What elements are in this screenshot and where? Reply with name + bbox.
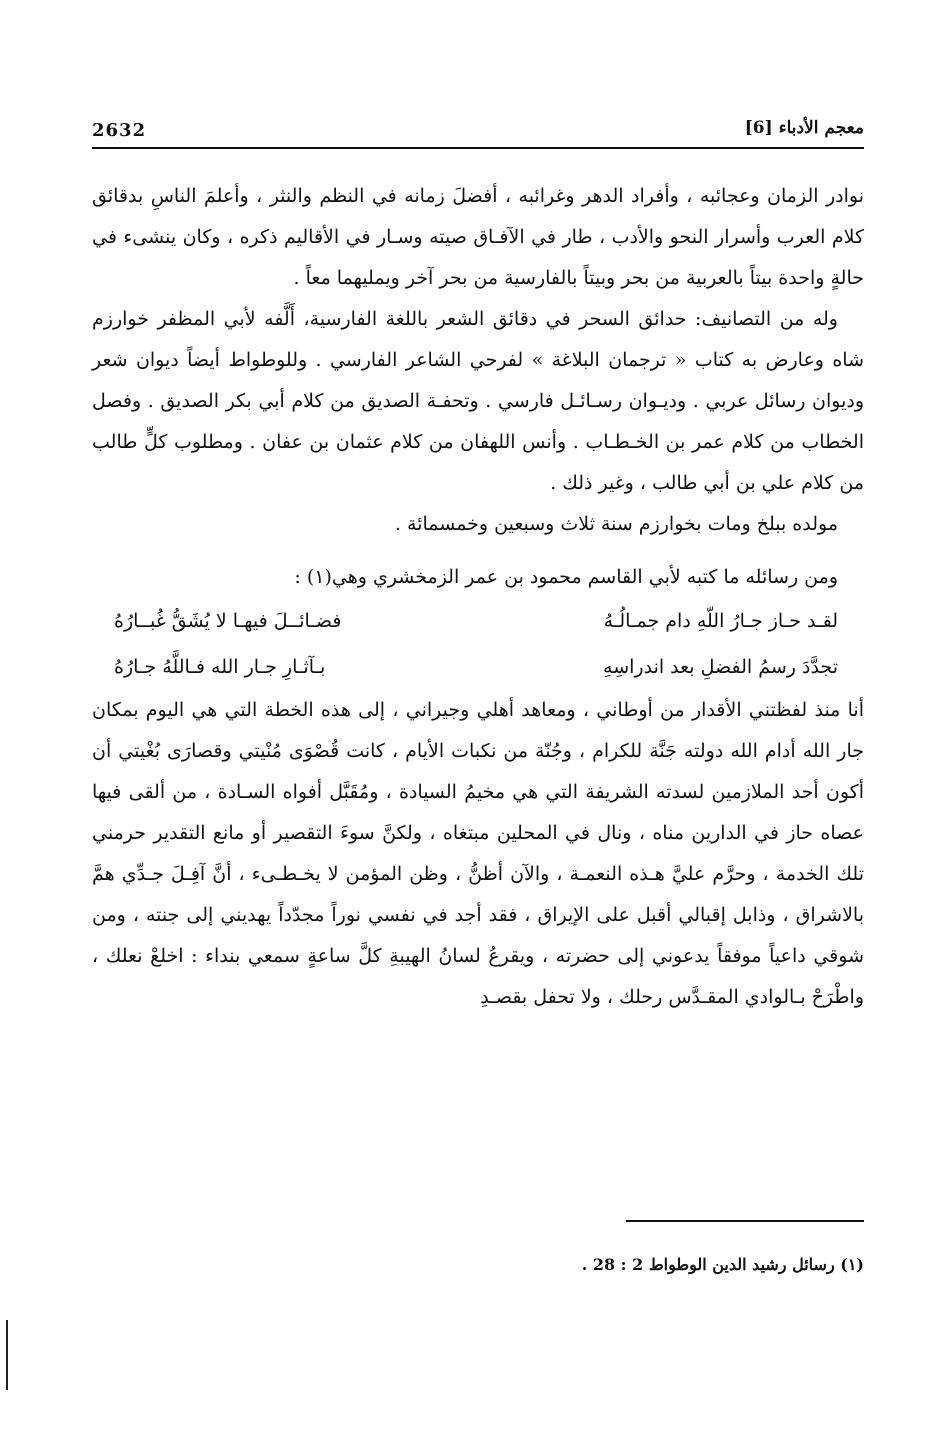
verse-1-first-hemistich: لقـد حـاز جـارُ اللّهِ دام جمـالُـهُ [603, 610, 838, 632]
scan-edge-mark [6, 1320, 8, 1390]
running-header [92, 118, 864, 146]
main-text [92, 176, 864, 1018]
footnote: (١) رسائل رشيد الدين الوطواط 2 : 28 . [581, 1255, 864, 1274]
verse-2-second-hemistich: بـآثـارِ جـار الله فـاللَّهُ جـارُهُ [114, 656, 326, 678]
running-title: معجم الأدباء [6] [744, 118, 864, 138]
header-rule [92, 147, 864, 149]
paragraph-letter-body: أنا منذ لفظتني الأقدار من أوطاني ، ومعاهد أهلي وجيراني ، إلى هذه الخطة التي هي اليوم بمكان جار الله أدام الله دولته جَنَّة للكرام ، وجُنّة من نكبات الأيام ، كانت قُصْوَى مُنْيتي وقصارَى بُغْيتي أن أكون أحد الملازمين لسدته الشريفة التي هي مخيمُ السيادة ، ومُقَبَّل أفواه السـادة ، من ألقى فيها عصاه حاز في الدارين مناه ، ونال في المحلين مبتغاه ، ولكنَّ سوءَ التقصير أو مانع التقدير حرمني تلك الخدمة ، وحرَّم عليَّ هـذه النعمـة ، والآن أظنُّ ، وظن المؤمن لا يخـطـىء ، أنَّ آفِـلَ جـدِّي همَّ بالاشراق ، وذابل إقبالي أقبل على الإيراق ، فقد أجد في نفسي نوراً مجدّداً يهديني إلى جنته ، ومن شوقي داعياً موفقاً يدعوني إلى حضرته ، ويقرعُ لسانُ الهيبةِ كلَّ ساعةٍ سمعي بنداء : اخلعْ نعلك ، واطْرَحْ بـالوادي المقـدَّس رحلك ، ولا تحفل بقصـدِ [92, 699, 864, 1008]
verse-1-second-hemistich: فضـائــلَ فيهـا لا يُشَقُّ غُبــارُهُ [114, 610, 342, 632]
verse-line-1 [92, 598, 864, 644]
spacer [92, 545, 864, 557]
page-number: 2632 [92, 120, 147, 141]
verse-2-first-hemistich: تجدَّدَ رسمُ الفضلِ بعد اندراسِهِ [603, 656, 838, 678]
paragraph-biography: نوادر الزمان وعجائبه ، وأفراد الدهر وغرائبه ، أفضلَ زمانه في النظم والنثر ، وأعلمَ الناسِ بدقائق كلام العرب وأسرار النحو والأدب ، طار في الآفـاق صيته وسـار في الأقاليم ذكره ، وكان ينشىء في حالةٍ واحدة بيتاً بالعربية من بحر وبيتاً بالفارسية من بحر آخر ويمليهما معاً . [92, 185, 864, 289]
footnote-rule [626, 1220, 864, 1222]
paragraph-works: وله من التصانيف: حدائق السحر في دقائق الشعر باللغة الفارسية، أَلَّفه لأبي المظفر خوارزم شاه وعارض به كتاب « ترجمان البلاغة » لفرحي الشاعر الفارسي . وللوطواط أيضاً ديوان شعر وديوان رسائل عربي . وديـوان رسـائـل فارسي . وتحفـة الصديق من كلام أبي بكر الصديق . وفصل الخطاب من كلام عمر بن الخـطـاب . وأنس اللهفان من كلام عثمان بن عفان . ومطلوب كلٍّ طالب من كلام علي بن أبي طالب ، وغير ذلك . [92, 308, 864, 494]
paragraph-birth-death: مولده ببلخ ومات بخوارزم سنة ثلاث وسبعين وخمسمائة . [394, 513, 838, 535]
verse-line-2 [92, 644, 864, 690]
paragraph-letter-intro: ومن رسائله ما كتبه لأبي القاسم محمود بن عمر الزمخشري وهي(١) : [294, 566, 838, 588]
